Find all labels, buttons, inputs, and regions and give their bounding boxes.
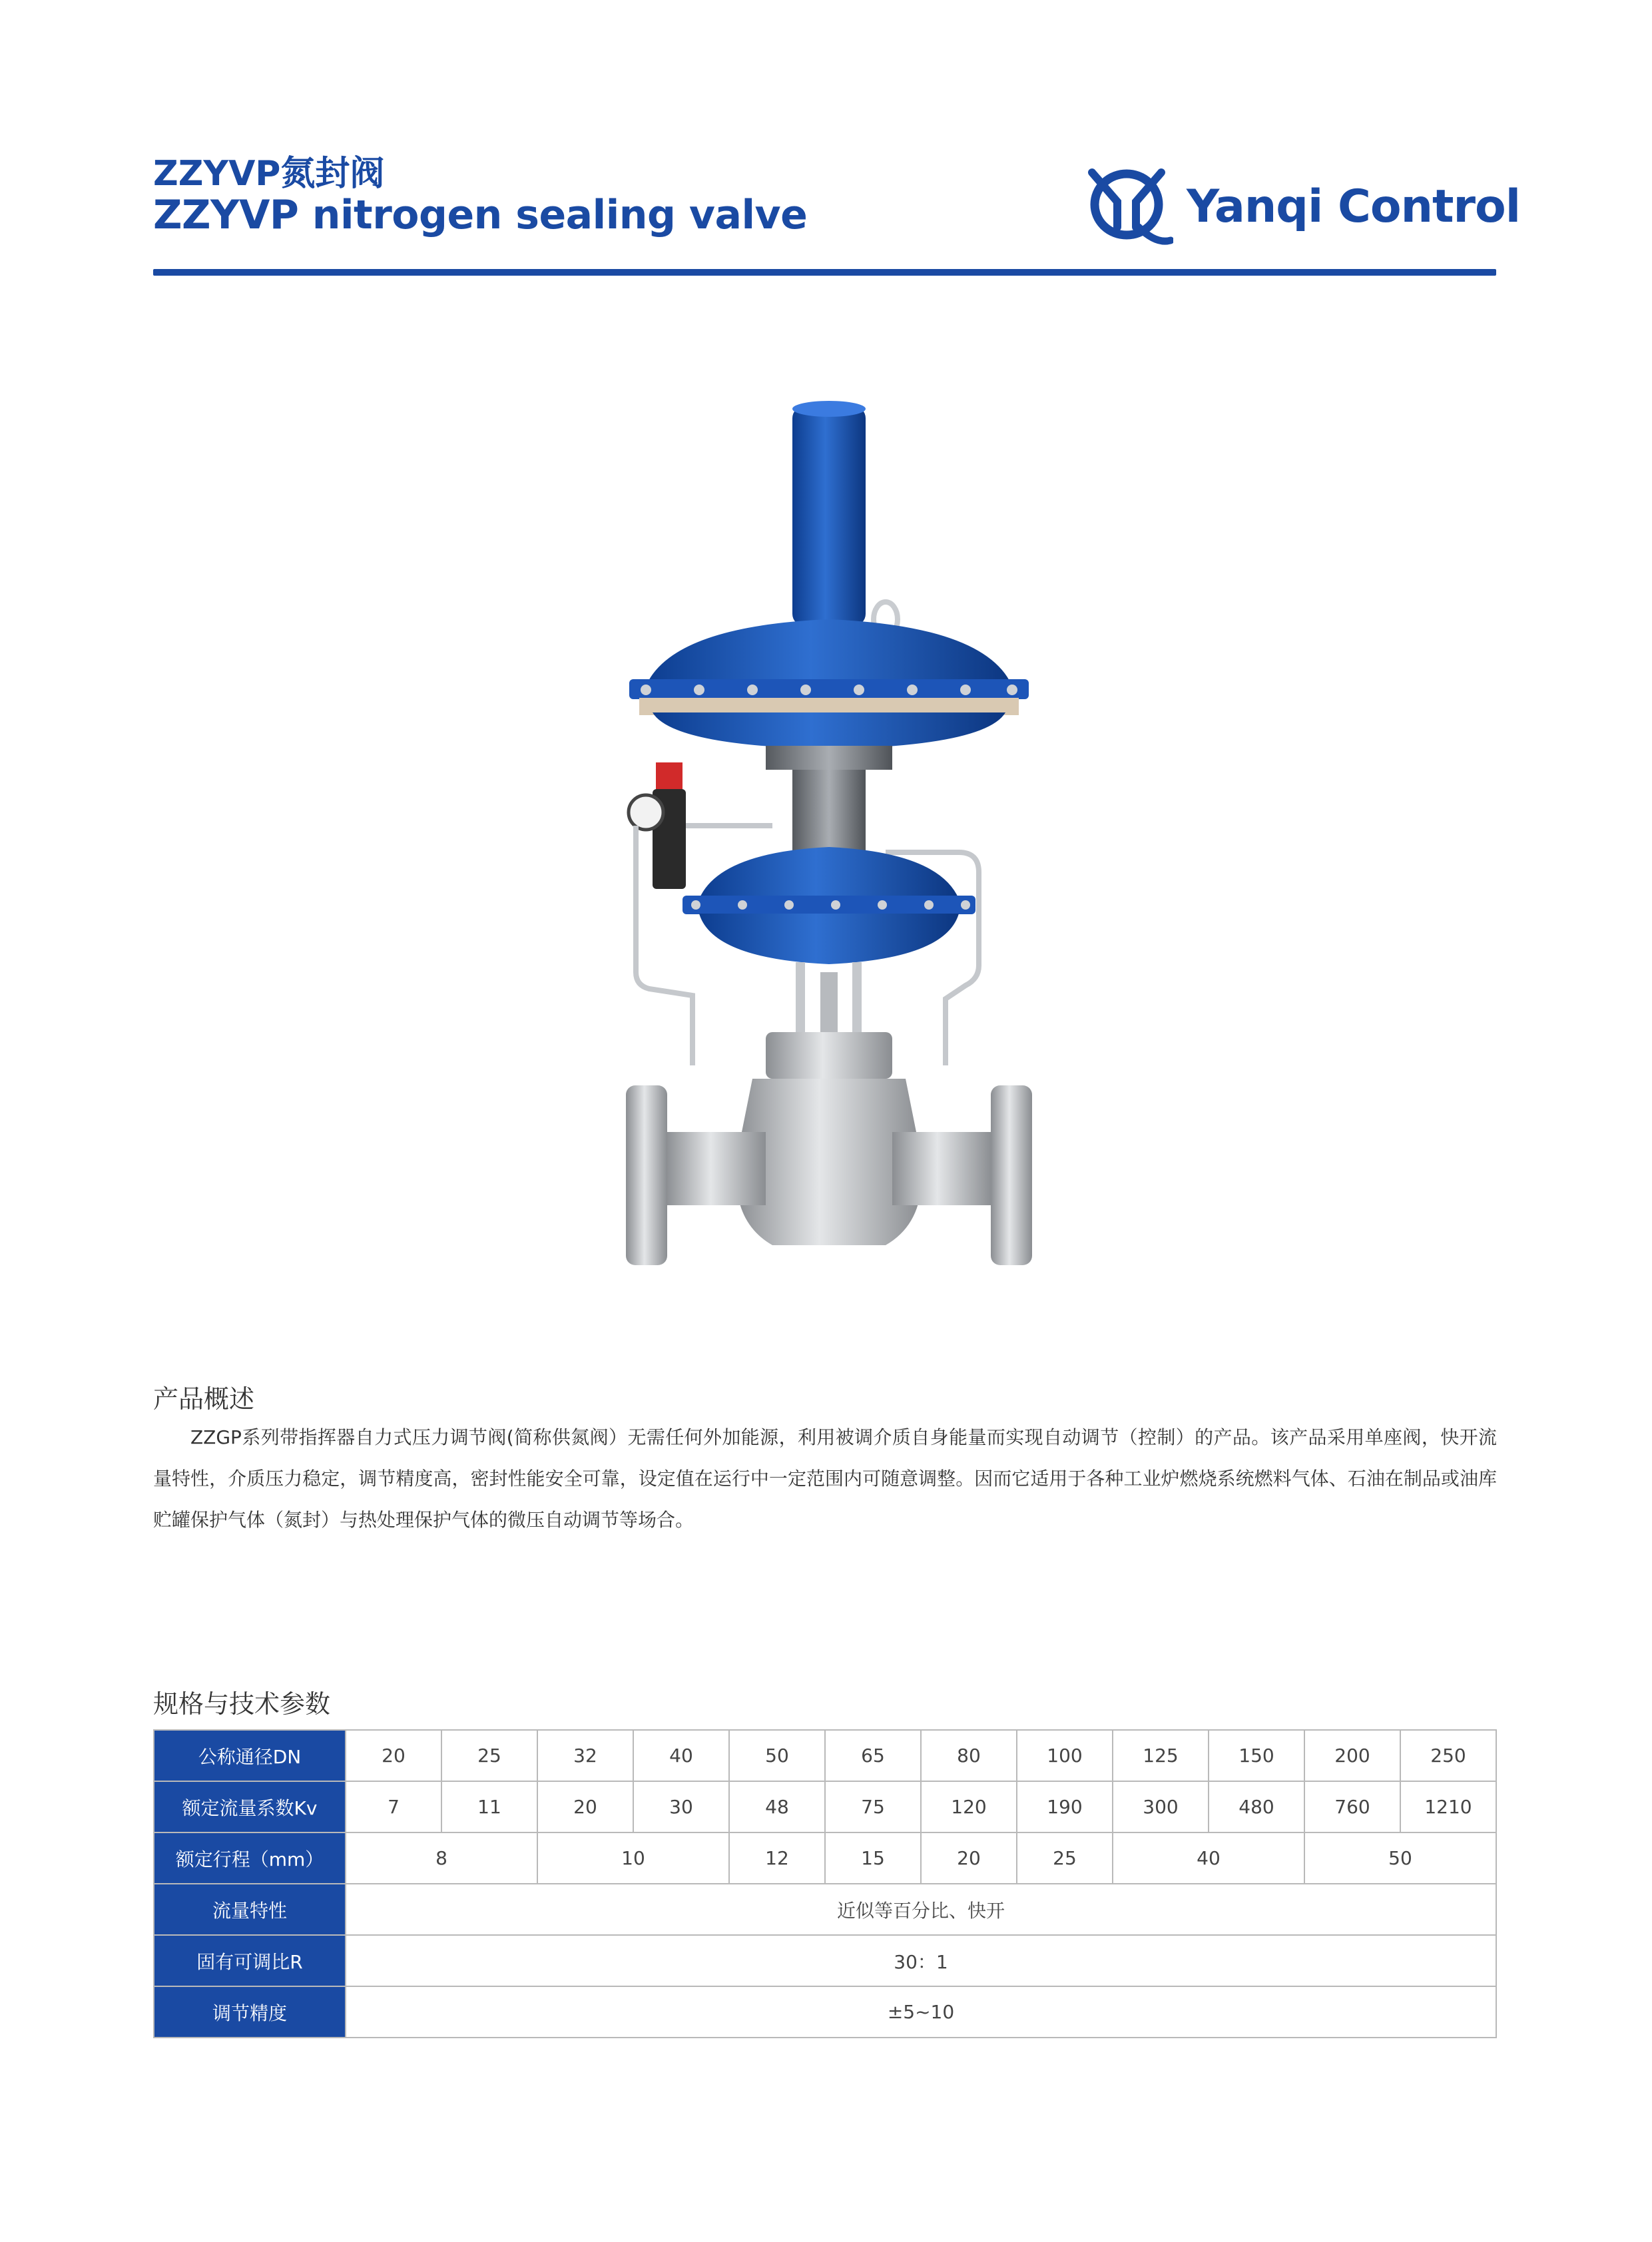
- table-cell: 8: [346, 1832, 537, 1884]
- table-cell: 48: [729, 1781, 825, 1832]
- table-row: [154, 1935, 1496, 1986]
- row-header-accuracy: 调节精度: [154, 1986, 346, 2038]
- table-cell: 250: [1400, 1730, 1496, 1781]
- row-header-flow: 流量特性: [154, 1884, 346, 1935]
- valve-product-photo: [573, 400, 1105, 1285]
- title-chinese: ZZYVP氮封阀: [153, 154, 385, 194]
- overview-heading: 产品概述: [153, 1384, 255, 1414]
- table-cell: 40: [1113, 1832, 1304, 1884]
- table-cell: 120: [921, 1781, 1017, 1832]
- table-cell: 200: [1304, 1730, 1400, 1781]
- table-cell: 20: [346, 1730, 441, 1781]
- table-cell: 1210: [1400, 1781, 1496, 1832]
- table-cell: 80: [921, 1730, 1017, 1781]
- table-cell: 15: [825, 1832, 921, 1884]
- table-cell: 65: [825, 1730, 921, 1781]
- table-cell: 11: [441, 1781, 537, 1832]
- row-header-range: 固有可调比R: [154, 1935, 346, 1986]
- table-cell: 760: [1304, 1781, 1400, 1832]
- table-cell: 32: [537, 1730, 633, 1781]
- table-cell: 75: [825, 1781, 921, 1832]
- table-cell: 25: [1017, 1832, 1113, 1884]
- table-cell: 100: [1017, 1730, 1113, 1781]
- row-header-dn: 公称通径DN: [154, 1730, 346, 1781]
- table-cell: 20: [921, 1832, 1017, 1884]
- row-header-stroke: 额定行程（mm）: [154, 1832, 346, 1884]
- table-cell: 7: [346, 1781, 441, 1832]
- table-row: [154, 1832, 1496, 1884]
- table-cell: 125: [1113, 1730, 1209, 1781]
- spec-table: [153, 1729, 1497, 2038]
- table-cell: ±5~10: [346, 1986, 1496, 2038]
- table-cell: 30: [633, 1781, 729, 1832]
- overview-paragraph: ZZGP系列带指挥器自力式压力调节阀(简称供氮阀）无需任何外加能源，利用被调介质自身能量而实现自动调节（控制）的产品。该产品采用单座阀，快开流量特性，介质压力稳定，调节精度高，密封性能安全可靠，设定值在运行中一定范围内可随意调整。因而它适用于各种工业炉燃烧系统燃料气体、石油在制品或油库贮罐保护气体（氮封）与热处理保护气体的微压自动调节等场合。: [153, 1426, 1497, 1531]
- table-cell: 20: [537, 1781, 633, 1832]
- brand-name: Yanqi Control: [1187, 180, 1521, 233]
- table-cell: 30：1: [346, 1935, 1496, 1986]
- header-divider: [153, 269, 1496, 276]
- table-cell: 300: [1113, 1781, 1209, 1832]
- table-row: [154, 1781, 1496, 1832]
- title-block: [153, 154, 807, 238]
- brand-logo: [1083, 166, 1520, 246]
- table-row: [154, 1730, 1496, 1781]
- row-header-kv: 额定流量系数Kv: [154, 1781, 346, 1832]
- table-row: [154, 1884, 1496, 1935]
- table-cell: 50: [729, 1730, 825, 1781]
- table-cell: 近似等百分比、快开: [346, 1884, 1496, 1935]
- table-cell: 40: [633, 1730, 729, 1781]
- table-row: [154, 1986, 1496, 2038]
- yq-logo-icon: [1083, 163, 1173, 250]
- table-cell: 190: [1017, 1781, 1113, 1832]
- table-cell: 150: [1209, 1730, 1304, 1781]
- title-english: ZZYVP nitrogen sealing valve: [153, 192, 808, 239]
- specs-heading: 规格与技术参数: [153, 1689, 331, 1719]
- table-cell: 12: [729, 1832, 825, 1884]
- table-cell: 50: [1304, 1832, 1496, 1884]
- table-cell: 10: [537, 1832, 729, 1884]
- table-cell: 480: [1209, 1781, 1304, 1832]
- table-cell: 25: [441, 1730, 537, 1781]
